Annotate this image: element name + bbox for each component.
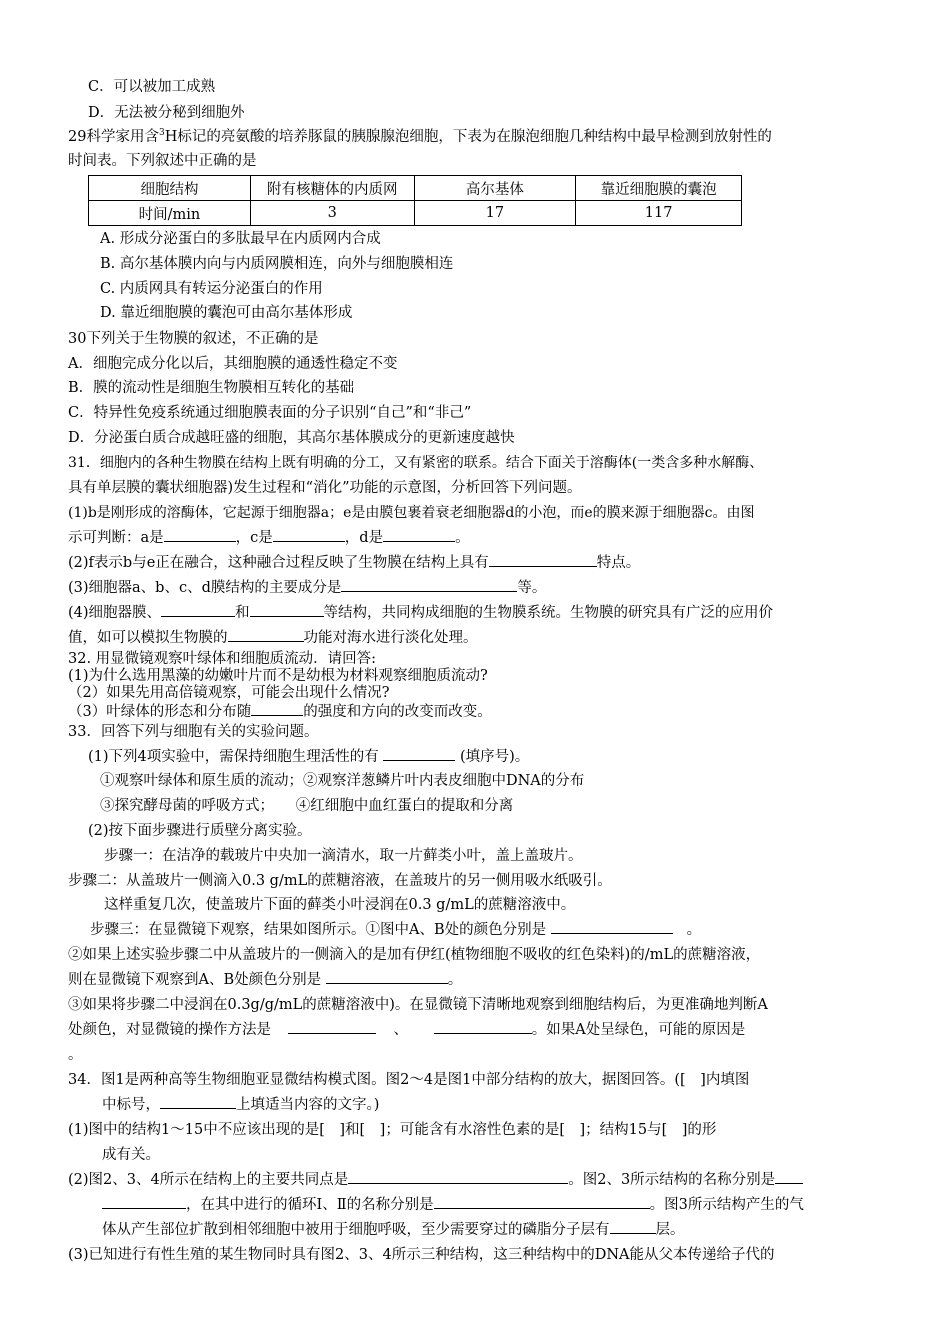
table-header-cell: 高尔基体: [414, 176, 576, 201]
q34-line6: ，在其中进行的循环Ⅰ、Ⅱ的名称分别是 。图3所示结构产生的气: [102, 1194, 804, 1216]
q31-line6: (3)细胞器a、b、c、d膜结构的主要成分是 等。: [68, 577, 546, 599]
q34-line2: 中标号， 上填适当内容的文字。): [102, 1094, 379, 1116]
q33-line3: ①观察叶绿体和原生质的流动；②观察洋葱鳞片叶内表皮细胞中DNA的分布: [100, 773, 585, 789]
q31-line8: 值，如可以模拟生物膜的 功能对海水进行淡化处理。: [68, 627, 478, 649]
q33-line2: (1)下列4项实验中，需保持细胞生理活性的有 (填序号)。: [88, 746, 529, 768]
q28-option-d: D．无法被分秘到细胞外: [88, 105, 245, 121]
table-header-cell: 靠近细胞膜的囊泡: [576, 176, 742, 201]
table-header-cell: 细胞结构: [89, 176, 251, 201]
q29-stem: 29科学家用含$^3$H标记的亮氨酸的培养豚鼠的胰腺腺泡细胞，下表为在腺泡细胞几种结构中最早检测到放射性的: [68, 128, 772, 145]
q33-line1: 33．回答下列与细胞有关的实验问题。: [68, 724, 319, 740]
q31-line2: 具有单层膜的囊状细胞器)发生过程和“消化”功能的示意图，分析回答下列问题。: [68, 480, 582, 496]
q31-line1: 31．细胞内的各种生物膜在结构上既有明确的分工，又有紧密的联系。结合下面关于溶酶体(一类含多种水解酶、: [68, 455, 764, 471]
table-row: [89, 201, 742, 226]
q34-line7: 体从产生部位扩散到相邻细胞中被用于细胞呼吸，至少需要穿过的磷脂分子层有 层。: [102, 1219, 685, 1241]
q30-stem: 30下列关于生物膜的叙述，不正确的是: [68, 331, 319, 347]
q28-option-c: C．可以被加工成熟: [88, 79, 216, 95]
table-cell: 3: [250, 201, 414, 226]
q33-line5: (2)按下面步骤进行质壁分离实验。: [88, 823, 312, 839]
q33-line14: 。: [68, 1047, 83, 1063]
table-cell: 117: [576, 201, 742, 226]
q30-option-c: C．特异性免疫系统通过细胞膜表面的分子识别“自己”和“非己”: [68, 405, 472, 421]
q34-line8: (3)已知进行有性生殖的某生物同时具有图2、3、4所示三种结构，这三种结构中的DNA能从父本传递给子代的: [68, 1247, 775, 1263]
q29-option-d: D. 靠近细胞膜的囊泡可由高尔基体形成: [100, 305, 353, 321]
q32-line4: （3）叶绿体的形态和分布随 的强度和方向的改变而改变。: [68, 701, 492, 721]
q30-option-a: A．细胞完成分化以后，其细胞膜的通透性稳定不变: [68, 356, 398, 372]
q34-line4: 成有关。: [102, 1147, 160, 1163]
q30-option-d: D．分泌蛋白质合成越旺盛的细胞，其高尔基体膜成分的更新速度越快: [68, 430, 515, 446]
table-header-cell: 附有核糖体的内质网: [250, 176, 414, 201]
q33-step2: 步骤二：从盖玻片一侧滴入0.3 g/mL的蔗糖溶液，在盖玻片的另一侧用吸水纸吸引。: [68, 873, 612, 889]
q34-line5: (2)图2、3、4所示在结构上的主要共同点是 。图2、3所示结构的名称分别是: [68, 1169, 803, 1191]
q33-line10: ②如果上述实验步骤二中从盖玻片的一侧滴入的是加有伊红(植物细胞不吸收的红色染料)的/mL的蔗糖溶液，: [68, 947, 761, 963]
q33-step1: 步骤一：在洁净的载玻片中央加一滴清水，取一片藓类小叶，盖上盖玻片。: [104, 848, 583, 864]
q33-line12: ③如果将步骤二中浸润在0.3g/g/mL的蔗糖溶液中)。在显微镜下清晰地观察到细胞结构后，为更准确地判断A: [68, 997, 768, 1013]
q32-line3: （2）如果先用高倍镜观察，可能会出现什么情况?: [68, 685, 390, 701]
q31-line5: (2)f表示b与e正在融合，这种融合过程反映了生物膜在结构上具有 特点。: [68, 552, 640, 574]
q33-step3: 步骤三：在显微镜下观察，结果如图所示。①图中A、B处的颜色分别是 。: [90, 919, 701, 941]
q32-line2: (1)为什么选用黑藻的幼嫩叶片而不是幼根为材料观察细胞质流动?: [68, 668, 488, 684]
q33-line13: 处颜色，对显微镜的操作方法是 、 。如果A处呈绿色，可能的原因是: [68, 1019, 745, 1041]
q31-line4: 示可判断：a是 ，c是 ，d是 。: [68, 527, 470, 549]
q34-line1: 34．图1是两种高等生物细胞亚显微结构模式图。图2～4是图1中部分结构的放大，据图回答。([ ]内填图: [68, 1072, 750, 1088]
q29-option-c: C. 内质网具有转运分泌蛋白的作用: [100, 281, 323, 297]
q33-line4: ③探究酵母菌的呼吸方式； ④红细胞中血红蛋白的提取和分离: [100, 798, 514, 814]
q30-option-b: B．膜的流动性是细胞生物膜相互转化的基础: [68, 380, 355, 396]
q33-line11: 则在显微镜下观察到A、B处颜色分别是 。: [68, 969, 462, 991]
q32-line1: 32. 用显微镜观察叶绿体和细胞质流动．请回答:: [68, 651, 377, 667]
q29-option-b: B. 高尔基体膜内向与内质网膜相连，向外与细胞膜相连: [100, 256, 454, 272]
q29-stem-line2: 时间表。下列叙述中正确的是: [68, 153, 257, 169]
table-cell: 时间/min: [89, 201, 251, 226]
table-cell: 17: [414, 201, 576, 226]
q31-line3: (1)b是刚形成的溶酶体，它起源于细胞器a；e是由膜包裹着衰老细胞器d的小泡，而e的膜来源于细胞器c。由图: [68, 505, 755, 521]
q29-table: [88, 175, 742, 226]
q29-option-a: A. 形成分泌蛋白的多肽最早在内质网内合成: [100, 231, 381, 247]
table-header-row: [89, 176, 742, 201]
q34-line3: (1)图中的结构1～15中不应该出现的是[ ]和[ ]；可能含有水溶性色素的是[ ]；结构15与[ ]的形: [68, 1122, 717, 1138]
q33-step2-cont: 这样重复几次，使盖玻片下面的藓类小叶浸润在0.3 g/mL的蔗糖溶液中。: [104, 897, 576, 913]
q31-line7: (4)细胞器膜、 和 等结构，共同构成细胞的生物膜系统。生物膜的研究具有广泛的应用价: [68, 602, 773, 624]
